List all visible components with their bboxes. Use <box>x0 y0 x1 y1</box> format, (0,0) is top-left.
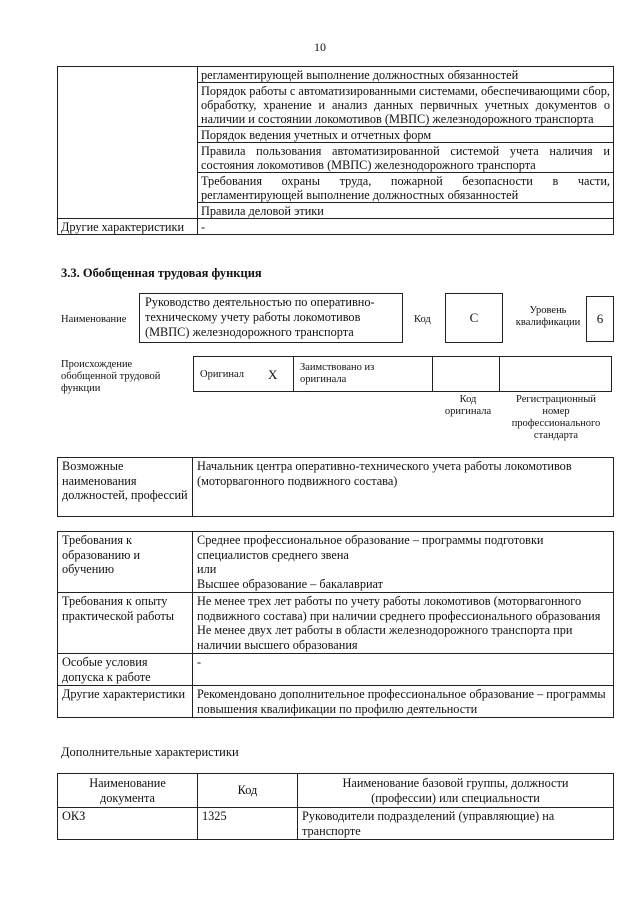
additional-title: Дополнительные характеристики <box>61 745 239 759</box>
requirement-value: - <box>193 654 614 686</box>
requirement-label: Другие характеристики <box>58 686 193 718</box>
requirement-value <box>193 593 614 654</box>
gtf-code-label: Код <box>414 314 431 325</box>
table-cell: 1325 <box>198 808 298 840</box>
origin-box <box>193 356 612 392</box>
gtf-code-value: C <box>445 293 503 343</box>
divider <box>293 356 294 392</box>
table-header-row <box>58 774 614 808</box>
requirement-value: Рекомендовано дополнительное профессиональное образование – программы повышения квалификации по профилю деятельности <box>193 686 614 718</box>
registration-number-label: Регистрационный номер профессионального стандарта <box>511 394 601 441</box>
requirement-line: или <box>197 562 217 576</box>
table-row <box>58 593 614 654</box>
table-cell: Порядок ведения учетных и отчетных форм <box>198 127 614 143</box>
column-header: Наименование базовой группы, должности (профессии) или специальности <box>298 774 614 808</box>
table-row <box>58 67 614 83</box>
table-row <box>58 458 614 517</box>
table-row <box>58 654 614 686</box>
table-cell: Правила пользования автоматизированной системой учета наличия и состояния локомотивов (МВПС) железнодорожного транспорта <box>198 143 614 173</box>
table-cell: Порядок работы с автоматизированными системами, обеспечивающими сбор, обработку, хранение и анализ данных первичных учетных документов о наличии и состоянии локомотивов (МВПС) железнодорожного транспорта <box>198 83 614 127</box>
requirement-line: Высшее образование – бакалавриат <box>197 576 384 591</box>
requirement-line: Не менее двух лет работы в области железнодорожного транспорта при наличии высшего образования <box>197 623 573 652</box>
table-cell: Правила деловой этики <box>198 203 614 219</box>
table-cell: ОКЗ <box>58 808 198 840</box>
table-row <box>58 808 614 840</box>
requirements-table <box>57 531 614 718</box>
positions-value: Начальник центра оперативно-технического учета работы локомотивов (моторвагонного подвижного состава) <box>193 458 614 517</box>
divider <box>432 356 433 392</box>
knowledge-label-cell <box>58 67 198 219</box>
requirement-label: Требования к образованию и обучению <box>58 532 193 593</box>
requirement-line: Не менее трех лет работы по учету работы локомотивов (моторвагонного подвижного состава) при наличии среднего профессионального образования <box>197 594 601 623</box>
gtf-name-label: Наименование <box>61 314 127 325</box>
code-original-label: Код оригинала <box>444 394 492 417</box>
other-characteristics-label: Другие характеристики <box>58 219 198 235</box>
original-mark: X <box>268 367 278 382</box>
origin-label: Происхождение обобщенной трудовой функции <box>61 359 161 394</box>
table-row <box>58 219 614 235</box>
divider <box>499 356 500 392</box>
table-cell: Требования охраны труда, пожарной безопасности в части, регламентирующей выполнение должностных обязанностей <box>198 173 614 203</box>
table-cell: регламентирующей выполнение должностных обязанностей <box>198 67 614 83</box>
requirement-label: Особые условия допуска к работе <box>58 654 193 686</box>
section-title: 3.3. Обобщенная трудовая функция <box>61 266 262 280</box>
gtf-name-value: Руководство деятельностью по оперативно-техническому учету работы локомотивов (МВПС) железнодорожного транспорта <box>139 293 403 343</box>
requirement-value <box>193 532 614 593</box>
knowledge-table <box>57 66 614 235</box>
qualification-level-value: 6 <box>586 296 614 342</box>
borrowed-label: Заимствовано из оригинала <box>300 362 375 385</box>
other-characteristics-value: - <box>198 219 614 235</box>
additional-table <box>57 773 614 840</box>
table-row <box>58 686 614 718</box>
qualification-level-label: Уровень квалификации <box>515 305 581 328</box>
positions-label: Возможные наименования должностей, профессий <box>58 458 193 517</box>
requirement-line: Среднее профессиональное образование – программы подготовки специалистов среднего звена <box>197 533 544 562</box>
table-row <box>58 532 614 593</box>
original-label: Оригинал <box>200 369 244 380</box>
requirement-label: Требования к опыту практической работы <box>58 593 193 654</box>
page-number: 10 <box>314 40 326 54</box>
table-cell: Руководители подразделений (управляющие) на транспорте <box>298 808 614 840</box>
positions-table <box>57 457 614 517</box>
column-header: Наименование документа <box>58 774 198 808</box>
column-header: Код <box>198 774 298 808</box>
